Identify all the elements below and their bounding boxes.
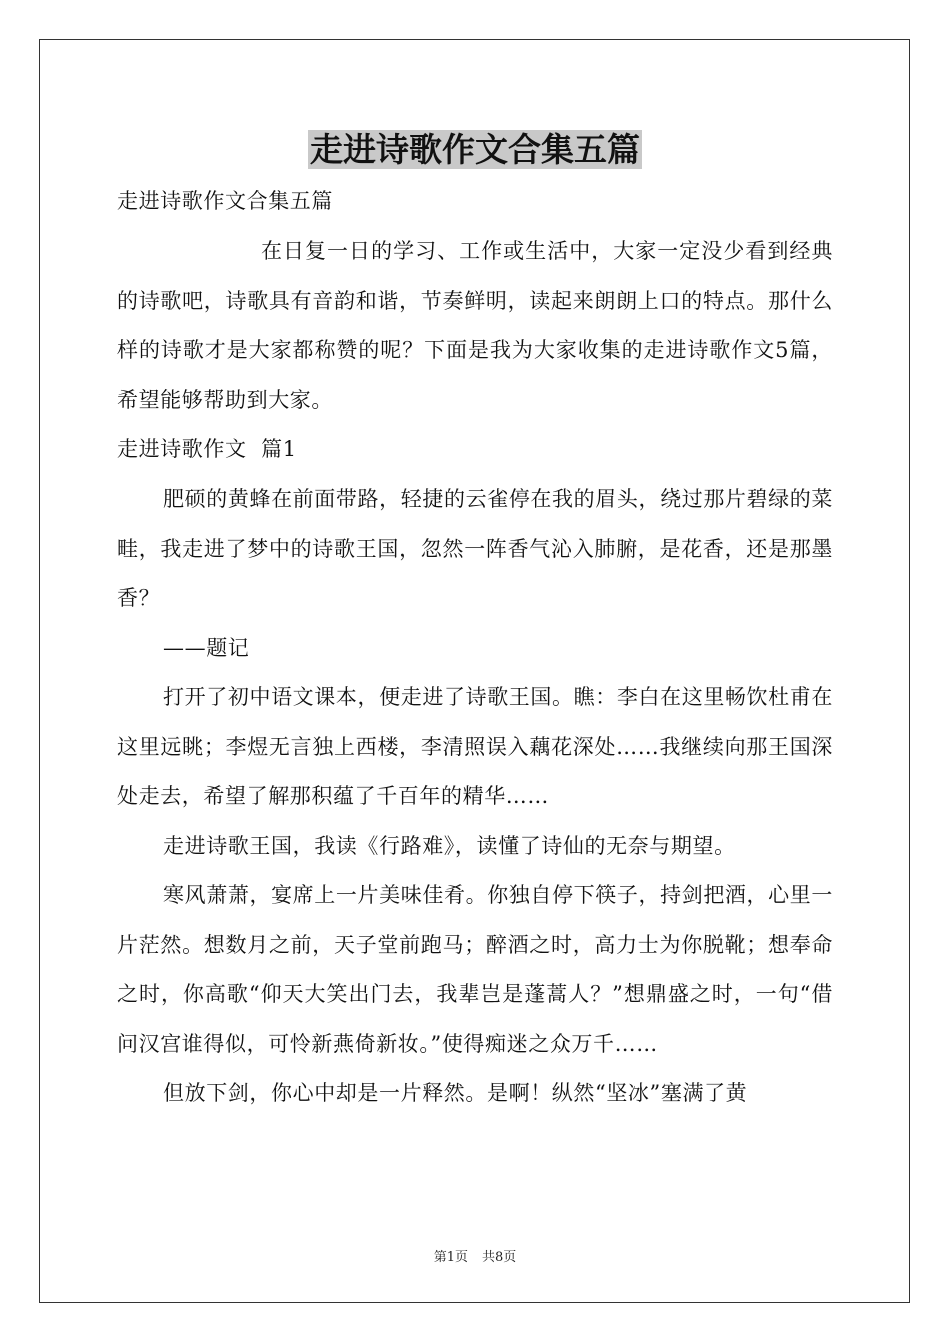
page-footer bbox=[0, 1246, 950, 1265]
document-title-text: 走进诗歌作文合集五篇 bbox=[310, 130, 640, 169]
page-number-current: 第1页 bbox=[433, 1250, 468, 1265]
document-title bbox=[0, 128, 950, 172]
document-subtitle: 走进诗歌作文合集五篇 bbox=[117, 189, 333, 213]
body-paragraph-3: 走进诗歌王国，我读《行路难》，读懂了诗仙的无奈与期望。 bbox=[163, 833, 736, 858]
body-paragraph-2: 打开了初中语文课本，便走进了诗歌王国。瞧：李白在这里畅饮杜甫在这里远眺；李煜无言独上西楼，李清照误入藕花深处……我继续向那王国深处走去，希望了解那积蕴了千百年的精华…… bbox=[117, 685, 833, 808]
document-body bbox=[117, 177, 833, 1119]
body-paragraph-1: 肥硕的黄蜂在前面带路，轻捷的云雀停在我的眉头，绕过那片碧绿的菜畦，我走进了梦中的诗歌王国，忽然一阵香气沁入肺腑，是花香，还是那墨香？ bbox=[117, 487, 833, 610]
section-heading: 走进诗歌作文 篇1 bbox=[117, 437, 297, 461]
body-paragraph-5: 但放下剑，你心中却是一片释然。是啊！纵然“坚冰”塞满了黄 bbox=[163, 1081, 748, 1105]
body-paragraph-epigraph: ——题记 bbox=[163, 635, 250, 660]
page-number-total: 共8页 bbox=[482, 1250, 517, 1265]
intro-paragraph: 在日复一日的学习、工作或生活中，大家一定没少看到经典的诗歌吧，诗歌具有音韵和谐，节奏鲜明，读起来朗朗上口的特点。那什么样的诗歌才是大家都称赞的呢？下面是我为大家收集的走进诗歌作文5篇，希望能够帮助到大家。 bbox=[117, 239, 833, 412]
body-paragraph-4: 寒风萧萧，宴席上一片美味佳肴。你独自停下筷子，持剑把酒，心里一片茫然。想数月之前，天子堂前跑马；醉酒之时，高力士为你脱靴；想奉命之时，你高歌“仰天大笑出门去，我辈岂是蓬蒿人？”想鼎盛之时，一句“借问汉宫谁得似，可怜新燕倚新妆。”使得痴迷之众万千…… bbox=[117, 883, 833, 1056]
